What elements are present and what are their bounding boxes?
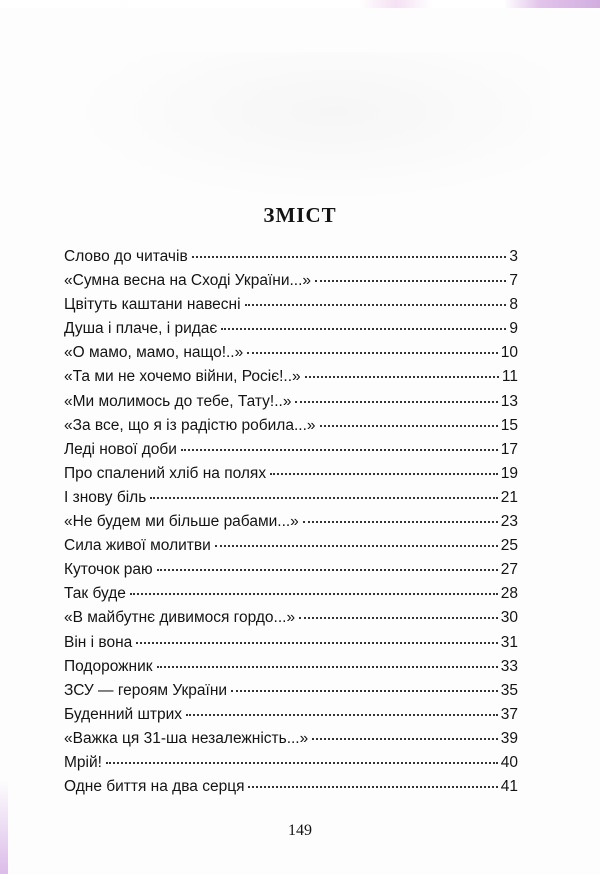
dot-leader — [312, 737, 498, 740]
dot-leader — [245, 303, 507, 306]
dot-leader — [150, 496, 497, 499]
dot-leader — [221, 327, 506, 330]
toc-entry — [64, 462, 518, 486]
toc-entry — [64, 293, 518, 317]
toc-entry-page: 33 — [500, 657, 518, 675]
dot-leader — [270, 472, 498, 475]
toc-entry-title: Одне биття на два серця — [64, 778, 245, 796]
dot-leader — [186, 713, 498, 716]
toc-entry — [64, 534, 518, 558]
toc-entry-page: 8 — [509, 296, 518, 314]
toc-entry-page: 41 — [500, 778, 518, 796]
toc-entry-page: 31 — [500, 633, 518, 651]
toc-entry-title: Сила живої молитви — [64, 537, 211, 555]
show-through-shadow — [70, 52, 550, 202]
toc-entry-title: Подорожник — [64, 657, 153, 675]
toc-entry-title: Буденний штрих — [64, 705, 183, 723]
dot-leader — [320, 424, 498, 427]
toc-entry — [64, 751, 518, 775]
toc-entry-title: Про спалений хліб на полях — [64, 464, 267, 482]
page-top-edge — [0, 0, 600, 8]
dot-leader — [295, 400, 497, 403]
dot-leader — [231, 689, 498, 692]
toc-entry — [64, 269, 518, 293]
dot-leader — [315, 279, 506, 282]
toc-entry-page: 39 — [500, 729, 518, 747]
toc-entry-page: 3 — [509, 248, 518, 265]
table-of-contents — [64, 245, 518, 799]
toc-entry-title: «Ми молимось до тебе, Тату!..» — [64, 392, 292, 410]
toc-entry-title: Слово до читачів — [64, 248, 188, 265]
toc-entry — [64, 438, 518, 462]
toc-entry — [64, 365, 518, 389]
page-number: 149 — [288, 822, 312, 839]
toc-entry-page: 10 — [500, 344, 518, 362]
toc-entry-title: Леді нової доби — [64, 440, 177, 458]
toc-entry — [64, 727, 518, 751]
dot-leader — [157, 568, 498, 571]
dot-leader — [136, 641, 497, 644]
dot-leader — [181, 448, 498, 451]
toc-entry-page: 25 — [500, 537, 518, 555]
dot-leader — [215, 544, 498, 547]
toc-entry — [64, 606, 518, 630]
dot-leader — [248, 785, 497, 788]
dot-leader — [192, 255, 507, 258]
toc-entry-page: 27 — [500, 561, 518, 579]
dot-leader — [305, 375, 499, 378]
contents-heading: ЗМІСТ — [263, 203, 337, 227]
toc-entry — [64, 775, 518, 799]
dot-leader — [130, 592, 498, 595]
toc-entry — [64, 655, 518, 679]
toc-entry-title: Так буде — [64, 585, 126, 603]
toc-entry-title: І знову біль — [64, 488, 147, 506]
toc-entry — [64, 390, 518, 414]
toc-entry-page: 11 — [501, 368, 518, 386]
toc-entry-page: 35 — [500, 681, 518, 699]
toc-entry — [64, 486, 518, 510]
toc-entry — [64, 679, 518, 703]
dot-leader — [247, 351, 498, 354]
toc-entry-title: «Важка ця 31-ша незалежність...» — [64, 729, 309, 747]
toc-entry-title: «Та ми не хочемо війни, Росіє!..» — [64, 368, 301, 386]
toc-entry — [64, 341, 518, 365]
dot-leader — [157, 665, 498, 668]
toc-entry-page: 23 — [500, 513, 518, 531]
dot-leader — [299, 616, 498, 619]
toc-entry-page: 9 — [509, 320, 518, 338]
toc-entry — [64, 414, 518, 438]
dot-leader — [303, 520, 498, 523]
toc-entry-page: 17 — [500, 440, 518, 458]
dot-leader — [106, 761, 498, 764]
toc-entry-page: 28 — [500, 585, 518, 603]
toc-entry-page: 40 — [500, 753, 518, 771]
toc-entry — [64, 703, 518, 727]
toc-entry — [64, 510, 518, 534]
toc-entry-title: Душа і плаче, і ридає — [64, 320, 218, 338]
toc-entry-title: ЗСУ — героям України — [64, 681, 228, 699]
toc-entry-title: «За все, що я із радістю робила...» — [64, 416, 316, 434]
toc-entry-page: 19 — [500, 464, 518, 482]
toc-entry-title: «В майбутнє дивимося гордо...» — [64, 609, 296, 627]
toc-entry-title: «О мамо, мамо, нащо!..» — [64, 344, 244, 362]
toc-entry-title: «Не будем ми більше рабами...» — [64, 513, 299, 531]
toc-entry-title: Цвітуть каштани навесні — [64, 296, 241, 314]
toc-entry-page: 30 — [500, 609, 518, 627]
toc-entry-title: Він і вона — [64, 633, 133, 651]
toc-entry — [64, 582, 518, 606]
toc-entry — [64, 558, 518, 582]
toc-entry-page: 15 — [500, 416, 518, 434]
toc-entry-title: «Сумна весна на Сході України...» — [64, 272, 312, 290]
toc-entry — [64, 245, 518, 269]
toc-entry-page: 13 — [500, 392, 518, 410]
toc-entry-page: 21 — [500, 488, 518, 506]
toc-entry — [64, 631, 518, 655]
toc-entry-title: Мрій! — [64, 753, 102, 771]
toc-entry-page: 7 — [509, 272, 518, 290]
toc-entry — [64, 317, 518, 341]
toc-entry-title: Куточок раю — [64, 561, 153, 579]
toc-entry-page: 37 — [500, 705, 518, 723]
